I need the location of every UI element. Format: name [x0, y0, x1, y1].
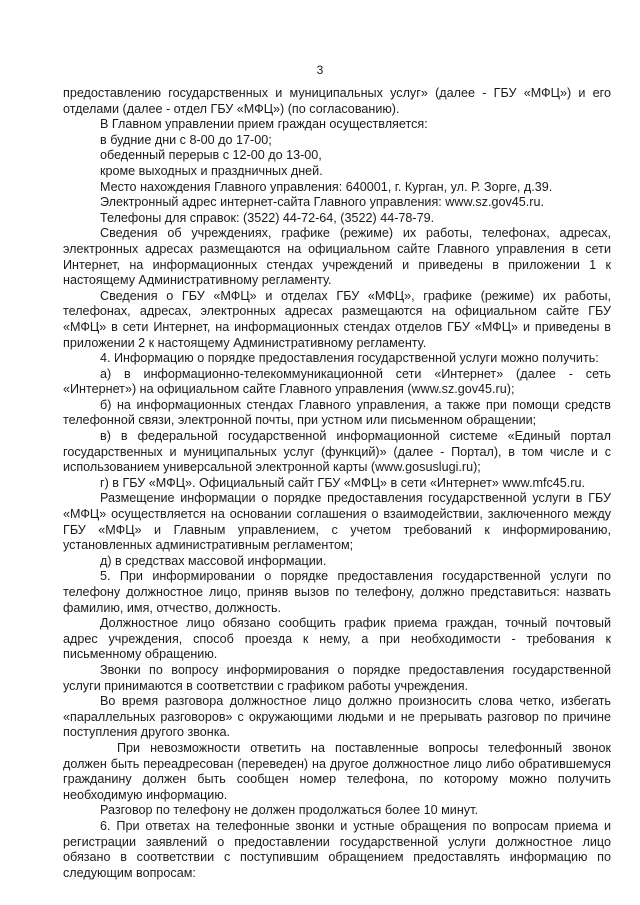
paragraph: 4. Информацию о порядке предоставления государственной услуги можно получить:: [100, 351, 599, 366]
paragraph: При невозможности ответить на поставленные вопросы телефонный звонок должен быть переадресован (переведен) на другое должностное лицо либо обратившемуся гражданину должен быть сообщен номер телефона, по которому можно получить необходимую информацию.: [63, 740, 611, 802]
paragraph: 5. При информировании о порядке предоставления государственной услуги по телефону должностное лицо, приняв вызов по телефону, должно представиться: назвать фамилию, имя, отчество, должность.: [63, 569, 611, 615]
paragraph: Сведения об учреждениях, графике (режиме) их работы, телефонах, адресах, электронных адресах размещаются на официальном сайте Главного управления в сети Интернет, на информационных стендах учреждений и приведены в приложении 1 к настоящему Административному регламенту.: [63, 226, 611, 288]
paragraph: Во время разговора должностное лицо должно произносить слова четко, избегать «параллельных разговоров» с окружающими людьми и не прерывать разговор по причине поступления другого звонка.: [63, 694, 611, 740]
paragraph: предоставлению государственных и муниципальных услуг» (далее - ГБУ «МФЦ») и его отделами (далее - отдел ГБУ «МФЦ») (по согласованию).: [63, 86, 611, 116]
paragraph: Звонки по вопросу информирования о порядке предоставления государственной услуги принимаются в соответствии с графиком работы учреждения.: [63, 662, 611, 693]
paragraph: б) на информационных стендах Главного управления, а также при помощи средств телефонной связи, электронной почты, при устном или письменном обращении;: [63, 397, 611, 428]
paragraph: обеденный перерыв с 12-00 до 13-00,: [100, 148, 322, 163]
document-body: [63, 86, 611, 881]
paragraph: 6. При ответах на телефонные звонки и устные обращения по вопросам приема и регистрации заявлений о предоставлении государственной услуги должностное лицо обязано в соответствии с поступившим обращением предоставлять информацию по следующим вопросам:: [63, 818, 611, 880]
paragraph: Электронный адрес интернет-сайта Главного управления: www.sz.gov45.ru.: [100, 195, 544, 210]
paragraph: г) в ГБУ «МФЦ». Официальный сайт ГБУ «МФЦ» в сети «Интернет» www.mfc45.ru.: [100, 475, 585, 490]
paragraph: в) в федеральной государственной информационной системе «Единый портал государственных и муниципальных услуг (функций)» (далее - Портал), в том числе и с использованием универсальной электронной карты (www.gosuslugi.ru);: [63, 429, 611, 475]
paragraph: Сведения о ГБУ «МФЦ» и отделах ГБУ «МФЦ», графике (режиме) их работы, телефонах, адресах, электронных адресах размещаются на официальном сайте ГБУ «МФЦ» в сети Интернет, на информационных стендах отделов ГБУ «МФЦ» и приведены в приложении 2 к настоящему Административному регламенту.: [63, 288, 611, 350]
paragraph: Должностное лицо обязано сообщить график приема граждан, точный почтовый адрес учреждения, способ проезда к нему, а при необходимости - требования к письменному обращению.: [63, 616, 611, 662]
paragraph: Место нахождения Главного управления: 640001, г. Курган, ул. Р. Зорге, д.39.: [100, 179, 553, 194]
paragraph: Телефоны для справок: (3522) 44-72-64, (3522) 44-78-79.: [100, 210, 435, 225]
paragraph: Разговор по телефону не должен продолжаться более 10 минут.: [100, 803, 478, 818]
paragraph: в будние дни с 8-00 до 17-00;: [100, 132, 272, 147]
paragraph: д) в средствах массовой информации.: [100, 553, 327, 568]
paragraph: Размещение информации о порядке предоставления государственной услуги в ГБУ «МФЦ» осуществляется на основании соглашения о взаимодействии, заключенного между ГБУ «МФЦ» и Главным управлением, с учетом требований к информированию, установленных административным регламентом;: [63, 491, 611, 553]
paragraph: а) в информационно-телекоммуникационной сети «Интернет» (далее - сеть «Интернет») на официальном сайте Главного управления (www.sz.gov45.ru);: [63, 366, 611, 397]
paragraph: кроме выходных и праздничных дней.: [100, 163, 323, 178]
page-number: 3: [316, 63, 324, 77]
paragraph: В Главном управлении прием граждан осуществляется:: [100, 117, 428, 132]
